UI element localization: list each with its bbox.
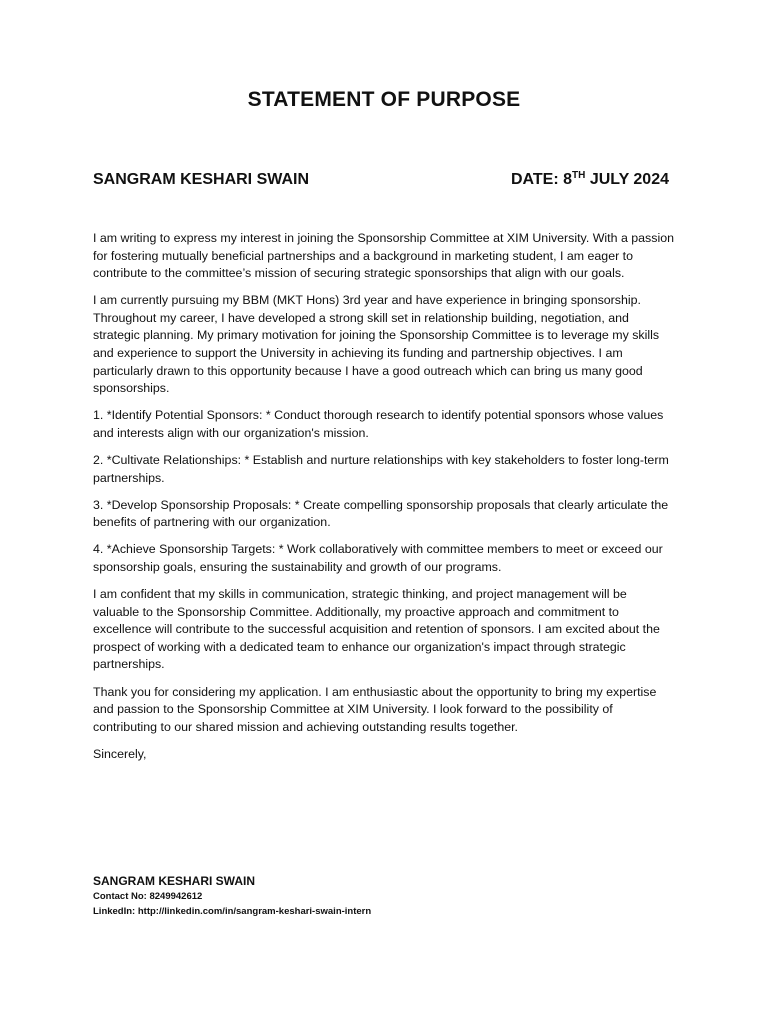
date-superscript: TH [572, 170, 586, 181]
list-item-achieve-targets: 4. *Achieve Sponsorship Targets: * Work collaboratively with committee members to meet or exceed our sponsorship goals, ensuring the sustainability and growth of our programs. [93, 542, 663, 574]
author-name: SANGRAM KESHARI SWAIN [93, 171, 310, 188]
paragraph-thanks: Thank you for considering my application. I am enthusiastic about the opportunity to bring my expertise and passion to the Sponsorship Committee at XIM University. I look forward to the possibility of contributing to our shared mission and achieving outstanding results together. [93, 684, 657, 734]
paragraph-confidence: I am confident that my skills in communication, strategic thinking, and project management will be valuable to the Sponsorship Committee. Additionally, my proactive approach and commitment to excellence will contribute to the successful acquisition and retention of sponsors. I am excited about the prospect of working with a dedicated team to enhance our organization's impact through strategic partnerships. [93, 587, 660, 672]
contact-number: Contact No: 8249942612 [93, 891, 203, 902]
signature-block [93, 873, 693, 919]
paragraph-background: I am currently pursuing my BBM (MKT Hons) 3rd year and have experience in bringing sponsorship. Throughout my career, I have developed a strong skill set in relationship building, negotiation, and strategic planning. My primary motivation for joining the Sponsorship Committee is to leverage my skills and experience to support the University in achieving its funding and partnership objectives. I am particularly drawn to this opportunity because I have a good outreach which can bring us many good sponsorships. [93, 293, 660, 396]
list-item-identify-sponsors: 1. *Identify Potential Sponsors: * Conduct thorough research to identify potential sponsors whose values and interests align with our organization's mission. [93, 408, 664, 440]
page-title: STATEMENT OF PURPOSE [247, 88, 521, 111]
header-row [93, 171, 669, 195]
list-item-develop-proposals: 3. *Develop Sponsorship Proposals: * Create compelling sponsorship proposals that clearly articulate the benefits of partnering with our organization. [93, 497, 669, 530]
signature-name: SANGRAM KESHARI SWAIN [93, 874, 256, 888]
date-suffix: JULY 2024 [585, 171, 669, 188]
document-date [511, 171, 669, 189]
date-prefix: DATE: 8 [510, 171, 573, 188]
list-item-cultivate-relationships: 2. *Cultivate Relationships: * Establish and nurture relationships with key stakeholders to foster long-term partnerships. [93, 453, 669, 485]
paragraph-intro: I am writing to express my interest in joining the Sponsorship Committee at XIM University. With a passion for fostering mutually beneficial partnerships and a background in marketing student, I am eager to contribute to the committee’s mission of securing strategic sponsorships that align with our goals. [93, 231, 674, 281]
closing-salutation: Sincerely, [93, 746, 147, 761]
letter-body [93, 230, 675, 773]
linkedin-link: LinkedIn: http://linkedin.com/in/sangram-keshari-swain-intern [93, 906, 372, 917]
